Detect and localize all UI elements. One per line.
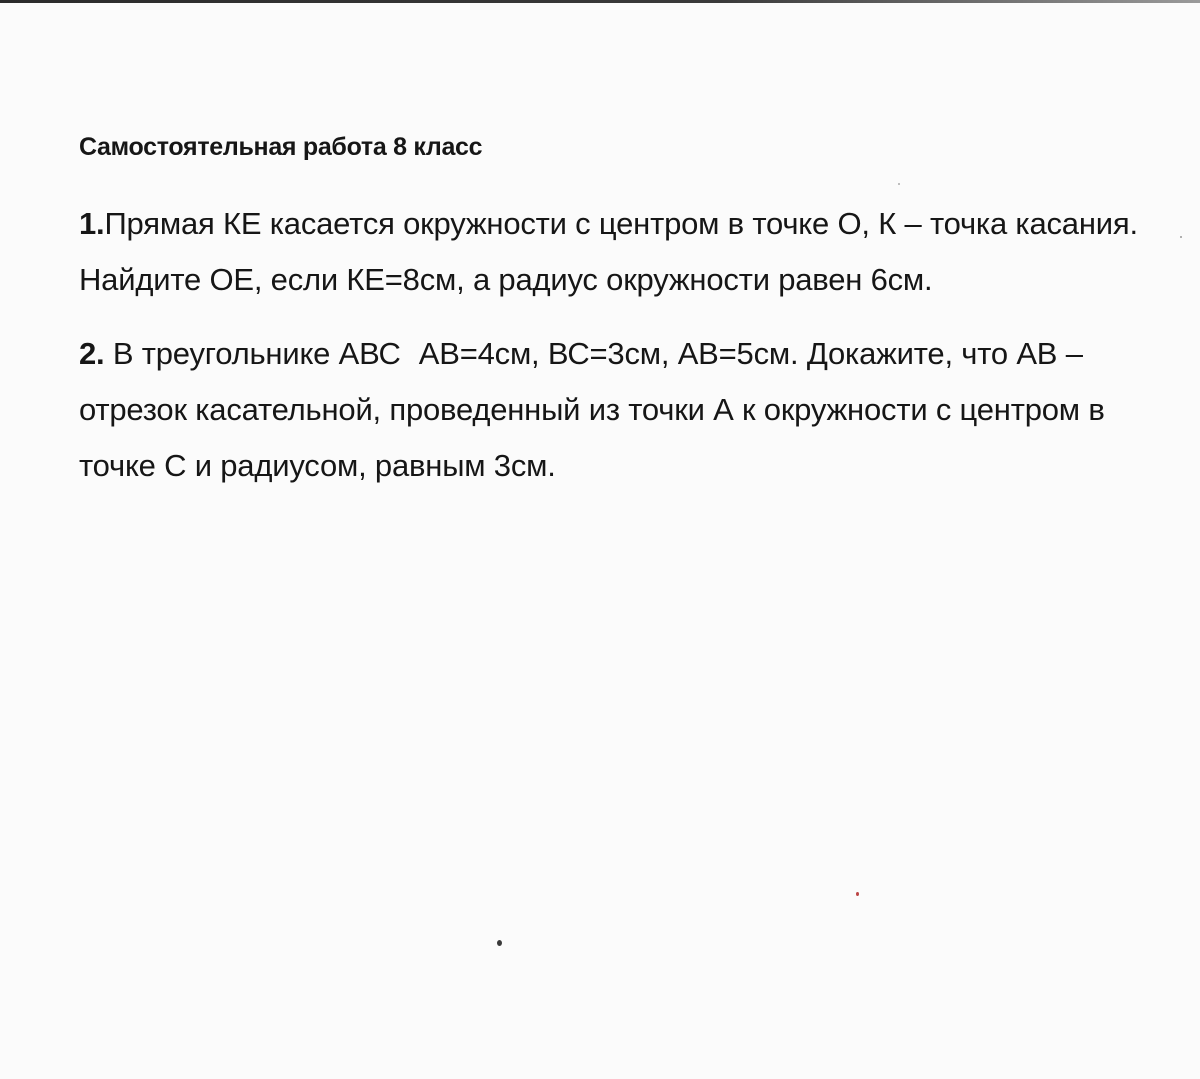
- scan-speck: [856, 892, 859, 896]
- task-2-text-part1: В треугольнике АВС: [104, 336, 401, 371]
- task-2: [79, 326, 1169, 494]
- scan-speck: [1180, 236, 1182, 238]
- task-1-number: 1.: [79, 206, 105, 241]
- worksheet-title: Самостоятельная работа 8 класс: [79, 133, 483, 161]
- task-2-text-part2: АВ=4см, ВС=3см, АВ=5см. Докажите, что АВ – отрезок касательной, проведенный из точки А к окружности с центром в точке С и радиусом, равным 3см.: [79, 336, 1105, 483]
- task-1: [79, 196, 1169, 308]
- task-2-number: 2.: [79, 336, 105, 371]
- scan-speck: [497, 940, 502, 946]
- scan-speck: [898, 183, 900, 185]
- task-1-text: Прямая КЕ касается окружности с центром в точке О, К – точка касания. Найдите ОЕ, если КЕ=8см, а радиус окружности равен 6см.: [79, 206, 1138, 297]
